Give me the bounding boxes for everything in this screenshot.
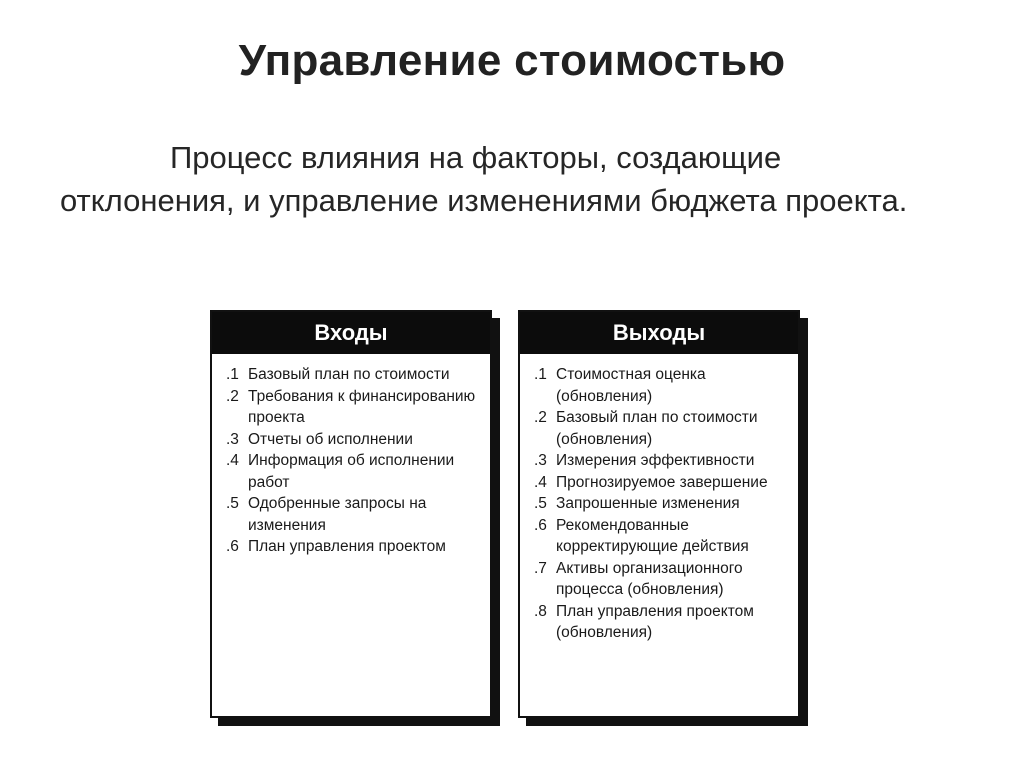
list-item: [534, 558, 794, 601]
slide-title: Управление стоимостью: [238, 36, 786, 85]
item-text: Прогнозируемое завершение: [556, 473, 768, 491]
list-item: [226, 536, 486, 558]
item-number: .2: [226, 387, 239, 405]
item-text: Одобренные запросы на изменения: [248, 495, 427, 534]
item-text: Запрошенные изменения: [556, 495, 740, 512]
definition-paragraph: Процесс влияния на факторы, создающие отклонения, и управление изменениями бюджета проекта.: [60, 140, 908, 218]
list-item: [534, 493, 794, 515]
definition-text: [60, 136, 960, 222]
item-number: .4: [534, 473, 547, 491]
inputs-list: [212, 354, 490, 558]
item-number: .8: [534, 602, 547, 620]
outputs-header: Выходы: [520, 312, 798, 354]
item-text: Стоимостная оценка (обновления): [556, 366, 706, 405]
list-item: [534, 515, 794, 558]
item-text: Измерения эффективности: [556, 452, 755, 469]
item-text: Активы организационного процесса (обновления): [556, 559, 743, 598]
item-number: .1: [534, 366, 547, 383]
item-number: .3: [534, 452, 547, 469]
item-number: .1: [226, 366, 239, 383]
list-item: [226, 450, 486, 493]
item-text: Информация об исполнении работ: [248, 452, 455, 491]
inputs-panel: [210, 310, 492, 718]
list-item: [534, 601, 794, 644]
list-item: [226, 493, 486, 536]
inputs-header: Входы: [212, 312, 490, 354]
outputs-panel: [518, 310, 800, 718]
item-text: Базовый план по стоимости: [248, 366, 450, 383]
list-item: [226, 386, 486, 429]
item-number: .5: [534, 495, 547, 512]
item-number: .4: [226, 452, 239, 469]
list-item: [226, 429, 486, 451]
list-item: [534, 407, 794, 450]
item-text: Рекомендованные корректирующие действия: [556, 516, 749, 555]
list-item: [534, 472, 794, 494]
outputs-list: [520, 354, 798, 644]
list-item: [534, 364, 794, 407]
list-item: [226, 364, 486, 386]
item-text: Базовый план по стоимости (обновления): [556, 409, 758, 448]
item-text: План управления проектом: [248, 538, 446, 555]
item-number: .6: [226, 538, 239, 555]
item-number: .7: [534, 559, 547, 577]
item-number: .2: [534, 409, 547, 426]
item-number: .6: [534, 516, 547, 534]
item-text: Отчеты об исполнении: [248, 430, 413, 448]
item-number: .3: [226, 430, 239, 448]
list-item: [534, 450, 794, 472]
item-number: .5: [226, 495, 239, 512]
item-text: План управления проектом (обновления): [556, 602, 754, 641]
item-text: Требования к финансированию проекта: [248, 387, 476, 426]
